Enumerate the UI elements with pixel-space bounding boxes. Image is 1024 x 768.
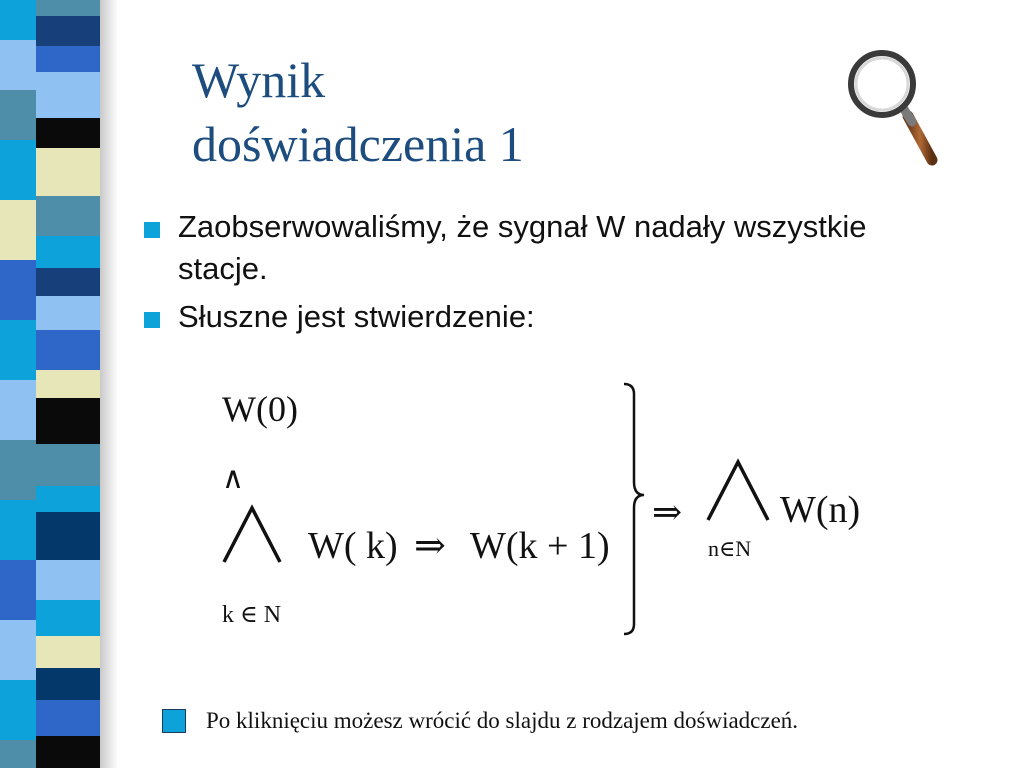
formula-base-case: W(0) [222,389,298,429]
bullet-text-statement: Słuszne jest stwierdzenie: [178,299,535,334]
formula-induction-right: W(k + 1) [470,525,610,567]
formula-implies-inner: ⇒ [414,525,446,567]
formula-index-right: n∈N [708,536,752,561]
formula-induction-left: W( k) [308,525,398,567]
bullet-text-observation: Zaobserwowaliśmy, że sygnał W nadały wszystkie stacje. [178,209,867,286]
back-to-experiments-text[interactable]: Po kliknięciu możesz wrócić do slajdu z rodzajem doświadczeń. [206,708,799,733]
formula-big-and-left [224,508,280,562]
formula-index-left: k ∈ N [222,602,282,628]
slide-title-line-2: doświadczenia 1 [192,116,524,172]
formula-implies-outer: ⇒ [652,492,683,532]
square-nav-icon[interactable] [162,709,186,733]
formula-conclusion: W(n) [780,489,861,531]
formula-and-symbol: ∧ [222,462,244,495]
slide-title-line-1: Wynik [192,52,326,108]
formula-big-and-right [708,462,768,520]
formula-right-brace [624,384,644,634]
back-to-experiments-link[interactable] [162,708,798,734]
